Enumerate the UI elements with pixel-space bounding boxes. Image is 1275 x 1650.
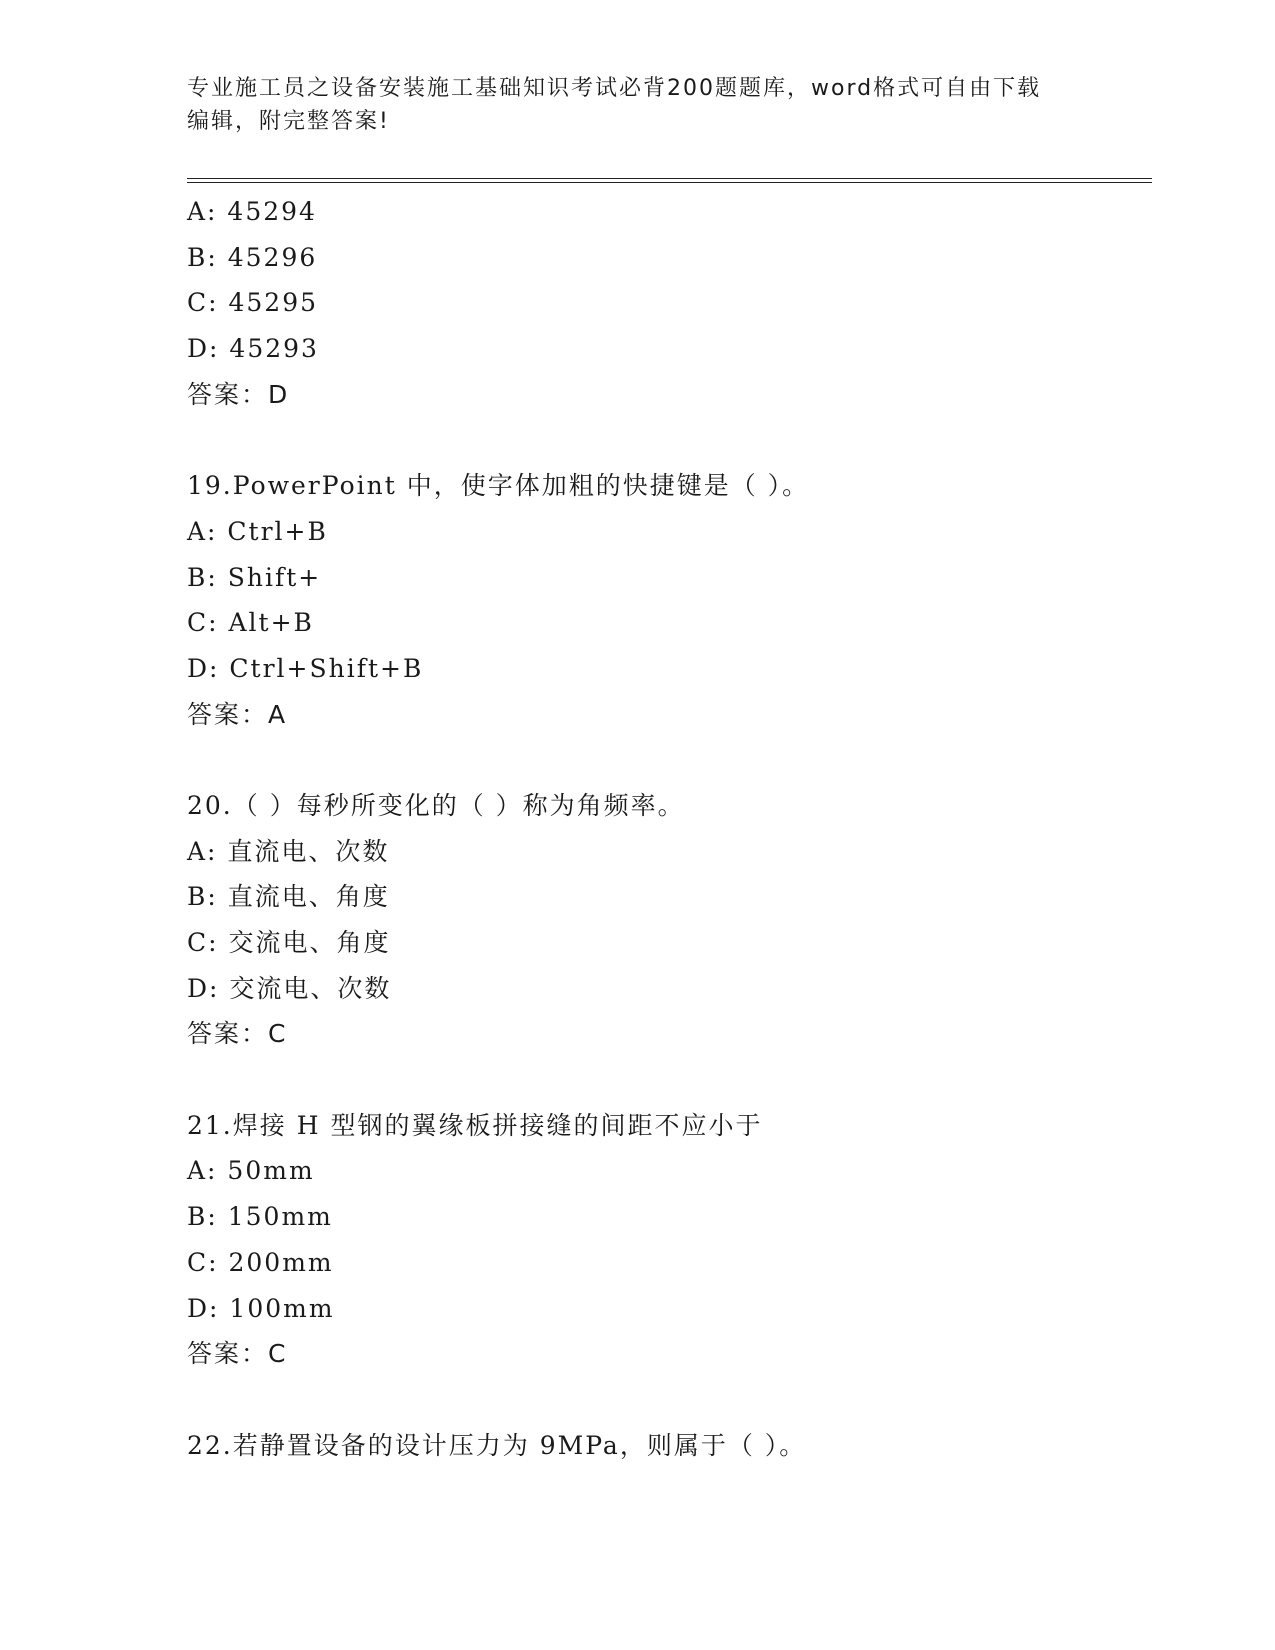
question-list: [187, 189, 1152, 1468]
header-divider: [187, 178, 1152, 183]
header-line-1: 专业施工员之设备安装施工基础知识考试必背200题题库，word格式可自由下载: [187, 76, 1042, 101]
header-line-2: 编辑，附完整答案!: [187, 109, 390, 134]
option-b: B: 直流电、角度: [187, 882, 390, 912]
option-d: D: 100mm: [187, 1293, 335, 1323]
option-b: B: 45296: [187, 242, 318, 272]
option-d: D: 45293: [187, 334, 319, 364]
answer-text: 答案：C: [187, 1339, 288, 1369]
answer-text: 答案：D: [187, 379, 290, 409]
option-a: A: Ctrl+B: [187, 516, 328, 546]
option-b: B: Shift+: [187, 562, 322, 592]
option-a: A: 45294: [187, 197, 317, 226]
answer-text: 答案：A: [187, 699, 288, 729]
option-b: B: 150mm: [187, 1202, 333, 1232]
option-d: D: Ctrl+Shift+B: [187, 653, 424, 683]
question-text: 22.若静置设备的设计压力为 9MPa，则属于（ ）。: [187, 1430, 807, 1460]
option-c: C: 45295: [187, 288, 319, 318]
question-text: 21.焊接 H 型钢的翼缘板拼接缝的间距不应小于: [187, 1110, 763, 1140]
spacer: [187, 1057, 1152, 1103]
question-block-22: [187, 1423, 1152, 1469]
answer-text: 答案：C: [187, 1019, 288, 1049]
option-c: C: 200mm: [187, 1247, 334, 1277]
document-header: [187, 72, 1087, 138]
spacer: [187, 1377, 1152, 1423]
option-c: C: 交流电、角度: [187, 928, 391, 957]
option-d: D: 交流电、次数: [187, 973, 392, 1003]
option-a: A: 直流电、次数: [187, 836, 390, 866]
question-block-19: [187, 463, 1152, 737]
question-block-21: [187, 1103, 1152, 1377]
option-c: C: Alt+B: [187, 608, 314, 638]
question-block-20: [187, 783, 1152, 1057]
question-text: 20.（ ）每秒所变化的（ ）称为角频率。: [187, 790, 685, 820]
spacer: [187, 737, 1152, 783]
spacer: [187, 417, 1152, 463]
question-block-18: [187, 189, 1152, 417]
question-text: 19.PowerPoint 中，使字体加粗的快捷键是（ ）。: [187, 471, 810, 501]
option-a: A: 50mm: [187, 1156, 315, 1186]
